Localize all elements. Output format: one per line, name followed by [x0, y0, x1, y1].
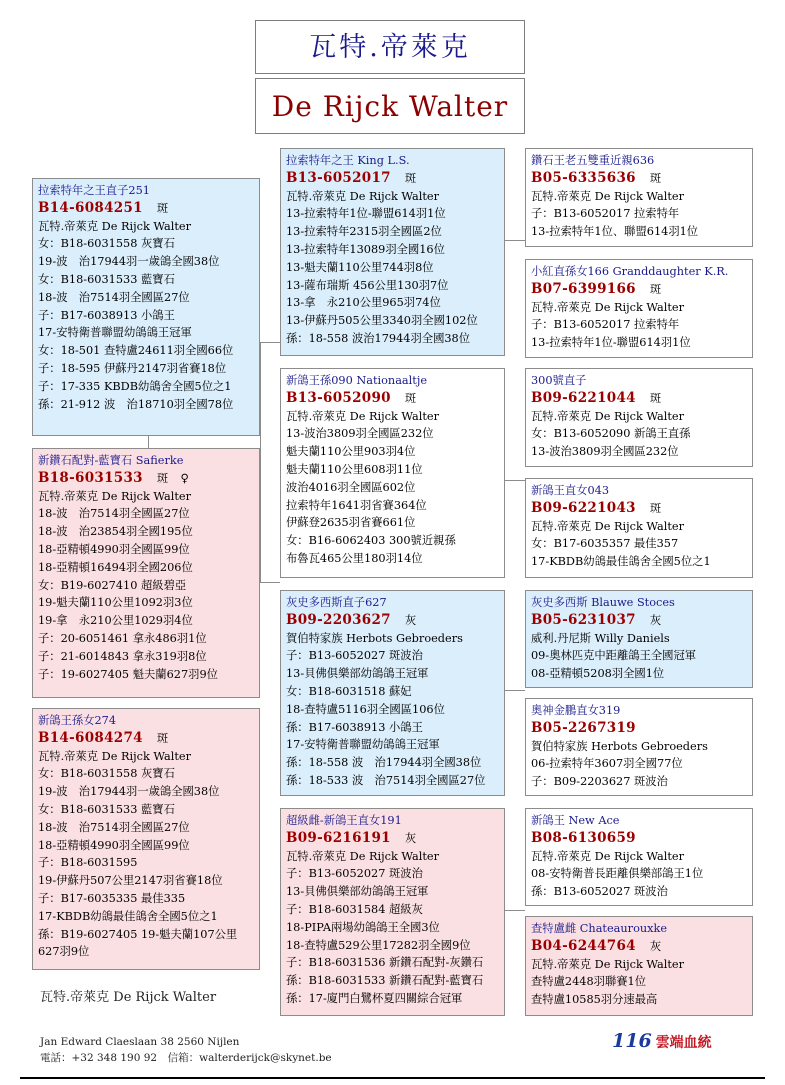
pedigree-line: 瓦特.帝萊克 De Rijck Walter — [531, 957, 684, 971]
sibling-pigeon-card — [32, 448, 260, 698]
pedigree-line: 孫：B19-6027405 19-魁夫蘭107公里627羽9位 — [38, 927, 238, 959]
pedigree-line: 女：B18-6031533 藍寶石 — [38, 802, 175, 816]
pedigree-line: 17-安特衛普聯盟幼鴿鴿王冠軍 — [286, 738, 440, 752]
pedigree-line: 魁夫蘭110公里903羽4位 — [286, 445, 416, 459]
pigeon-name: 新鴿王 New Ace — [531, 814, 620, 827]
pedigree-line: 子：B13-6052027 斑波治 — [286, 867, 423, 881]
ring-number: B09-2203627 灰 — [286, 611, 417, 628]
connector — [505, 480, 525, 481]
connector — [505, 240, 525, 241]
pedigree-line: 賀伯特家族 Herbots Gebroeders — [531, 739, 708, 753]
sibling-pigeon-card — [32, 708, 260, 970]
pedigree-line: 女：B18-6031518 蘇妃 — [286, 684, 412, 698]
pedigree-line: 子：20-6051461 拿永486羽1位 — [38, 631, 207, 645]
pedigree-line: 瓦特.帝萊克 De Rijck Walter — [286, 409, 439, 423]
pedigree-line: 子：B17-6035335 最佳335 — [38, 891, 186, 905]
pedigree-line: 18-查特盧5116羽全國區106位 — [286, 702, 445, 716]
pedigree-line: 13-伊蘇丹505公里3340羽全國102位 — [286, 314, 478, 328]
subject-pigeon-card — [32, 178, 260, 436]
ring-number: B05-6335636 斑 — [531, 169, 662, 186]
pedigree-line: 孫：21-912 波 治18710羽全國78位 — [38, 397, 234, 411]
pedigree-line: 瓦特.帝萊克 De Rijck Walter — [286, 849, 439, 863]
pedigree-line: 女：B18-6031558 灰寶石 — [38, 767, 175, 781]
pedigree-line: 13-拉索特年2315羽全國區2位 — [286, 225, 442, 239]
pedigree-line: 17-KBDB幼鴿最佳鴿舍全國5位之1 — [531, 555, 711, 569]
pedigree-line: 18-亞精頓4990羽全國區99位 — [38, 838, 190, 852]
pedigree-line: 女：18-501 查特盧24611羽全國66位 — [38, 344, 234, 358]
pedigree-line: 波治4016羽全國區602位 — [286, 480, 416, 494]
grandsire-pigeon-card — [525, 808, 753, 906]
pedigree-line: 18-波 治23854羽全國195位 — [38, 525, 193, 539]
ring-number: B09-6221043 斑 — [531, 499, 662, 516]
pedigree-line: 子：17-335 KBDB幼鴿舍全國5位之1 — [38, 379, 232, 393]
pigeon-name: 灰史多西斯 Blauwe Stoces — [531, 596, 675, 609]
pedigree-line: 子：B18-6031595 — [38, 856, 138, 870]
pedigree-line: 查特盧2448羽聯賽1位 — [531, 975, 647, 989]
pigeon-color: 斑 — [649, 282, 662, 296]
pigeon-name: 新鴿王孫女274 — [38, 714, 117, 727]
pedigree-line: 19-波 治17944羽一歲鴿全國38位 — [38, 255, 220, 269]
pedigree-line: 13-貝佛俱樂部幼鴿鴿王冠軍 — [286, 667, 429, 681]
pedigree-line: 18-波 治7514羽全國區27位 — [38, 290, 190, 304]
pedigree-line: 08-安特衛普長距離俱樂部鴿王1位 — [531, 867, 704, 881]
pedigree-line: 13-魁夫蘭110公里744羽8位 — [286, 260, 434, 274]
pedigree-line: 瓦特.帝萊克 De Rijck Walter — [531, 409, 684, 423]
pigeon-color: 灰 — [404, 831, 417, 845]
connector — [260, 342, 261, 582]
pedigree-line: 13-拿 永210公里965羽74位 — [286, 296, 441, 310]
ring-number: B05-6231037 灰 — [531, 611, 662, 628]
pedigree-line: 19-魁夫蘭110公里1092羽3位 — [38, 596, 193, 610]
pedigree-line: 孫：B17-6038913 小鴿王 — [286, 720, 423, 734]
ring-number: B18-6031533 斑 ♀ — [38, 469, 190, 486]
pedigree-line: 子：21-6014843 拿永319羽8位 — [38, 649, 207, 663]
pedigree-line: 17-安特衛普聯盟幼鴿鴿王冠軍 — [38, 326, 192, 340]
pedigree-line: 孫：17-廈門白鷺杯夏四關綜合冠軍 — [286, 991, 463, 1005]
dam-pigeon-card — [280, 368, 505, 578]
pedigree-line: 威利.丹尼斯 Willy Daniels — [531, 631, 670, 645]
pigeon-name: 灰史多西斯直子627 — [286, 596, 387, 609]
grandsire-pigeon-card — [525, 148, 753, 247]
phone-email-line: 電話：+32 348 190 92 信箱：walterderijck@skynet.be — [40, 1052, 332, 1064]
page-title-chinese: 瓦特.帝萊克 — [255, 20, 525, 74]
pedigree-line: 女：B13-6052090 新鴿王直孫 — [531, 427, 691, 441]
pedigree-line: 13-拉索特年1位-聯盟614羽1位 — [286, 207, 446, 221]
pedigree-line: 子：B17-6038913 小鴿王 — [38, 308, 175, 322]
connector — [505, 690, 525, 691]
ring-number: B04-6244764 灰 — [531, 937, 662, 954]
ring-number: B09-6221044 斑 — [531, 389, 662, 406]
pedigree-line: 18-PIPA兩場幼鴿鴿王全國3位 — [286, 920, 440, 934]
pedigree-line: 瓦特.帝萊克 De Rijck Walter — [38, 489, 191, 503]
granddam-pigeon-card — [525, 916, 753, 1016]
pedigree-line: 19-伊蘇丹507公里2147羽省賽18位 — [38, 874, 223, 888]
pedigree-line: 09-奧林匹克中距離鴿王全國冠軍 — [531, 649, 697, 663]
pigeon-color: 斑 — [649, 391, 662, 405]
pigeon-name: 300號直子 — [531, 374, 587, 387]
pedigree-line: 拉索特年1641羽省賽364位 — [286, 498, 427, 512]
pedigree-line: 女：B17-6035357 最佳357 — [531, 537, 679, 551]
breeder-name: 瓦特.帝萊克 De Rijck Walter — [40, 990, 217, 1005]
pigeon-color: 斑 — [649, 171, 662, 185]
pedigree-line: 布魯瓦465公里180羽14位 — [286, 551, 423, 565]
pedigree-line: 女：B18-6031533 藍寶石 — [38, 272, 175, 286]
pigeon-color: 斑 — [156, 471, 169, 485]
pedigree-line: 子：B13-6052017 拉索特年 — [531, 207, 680, 221]
pedigree-line: 13-拉索特年13089羽全國16位 — [286, 242, 445, 256]
granddam-pigeon-card — [525, 478, 753, 578]
pigeon-name: 新鴿王直女043 — [531, 484, 610, 497]
pedigree-line: 13-貝佛俱樂部幼鴿鴿王冠軍 — [286, 885, 429, 899]
pedigree-line: 18-查特盧529公里17282羽全國9位 — [286, 938, 471, 952]
pedigree-line: 13-拉索特年1位-聯盟614羽1位 — [531, 336, 691, 350]
pedigree-line: 魁夫蘭110公里608羽11位 — [286, 462, 423, 476]
pigeon-color: 灰 — [649, 613, 662, 627]
contact-info — [40, 1034, 332, 1066]
mate-pigeon-card — [280, 808, 505, 1016]
pigeon-color: 灰 — [404, 613, 417, 627]
pedigree-line: 女：B19-6027410 超級碧亞 — [38, 578, 187, 592]
connector — [148, 436, 149, 448]
footer-divider — [20, 1077, 765, 1079]
pedigree-line: 瓦特.帝萊克 De Rijck Walter — [531, 849, 684, 863]
pigeon-color: 斑 — [156, 731, 169, 745]
pigeon-color: 斑 — [649, 501, 662, 515]
ring-number: B07-6399166 斑 — [531, 280, 662, 297]
ring-number: B14-6084274 斑 — [38, 729, 169, 746]
pigeon-name: 拉索特年之王 King L.S. — [286, 154, 410, 167]
pedigree-line: 13-拉索特年1位、聯盟614羽1位 — [531, 225, 699, 239]
ring-number: B05-2267319 — [531, 719, 636, 736]
pigeon-name: 拉索特年之王直子251 — [38, 184, 150, 197]
logo-text: 雲端血統 — [655, 1035, 712, 1051]
pedigree-line: 女：B18-6031558 灰寶石 — [38, 237, 175, 251]
pedigree-line: 18-波 治7514羽全國區27位 — [38, 820, 190, 834]
ring-number: B09-6216191 灰 — [286, 829, 417, 846]
pedigree-line: 19-拿 永210公里1029羽4位 — [38, 614, 193, 628]
pigeon-name: 新鴿王孫090 Nationaaltje — [286, 374, 428, 387]
pedigree-line: 19-波 治17944羽一歲鴿全國38位 — [38, 785, 220, 799]
pedigree-line: 孫：18-533 波 治7514羽全國區27位 — [286, 773, 486, 787]
pedigree-line: 18-亞精頓16494羽全國206位 — [38, 560, 193, 574]
pedigree-line: 伊蘇登2635羽省賽661位 — [286, 516, 416, 530]
pigeon-name: 新鑽石配對-藍寶石 Safierke — [38, 454, 184, 467]
pedigree-line: 孫：B18-6031533 新鑽石配對-藍寶石 — [286, 974, 484, 988]
pedigree-line: 子：18-595 伊蘇丹2147羽省賽18位 — [38, 361, 227, 375]
pedigree-line: 13-薩布瑞斯 456公里130羽7位 — [286, 278, 449, 292]
pedigree-line: 賀伯特家族 Herbots Gebroeders — [286, 631, 463, 645]
pedigree-line: 孫：B13-6052027 斑波治 — [531, 885, 668, 899]
sex-symbol: ♀ — [180, 471, 190, 485]
pigeon-name: 鑽石王老五雙重近親636 — [531, 154, 655, 167]
granddam-pigeon-card — [525, 698, 753, 796]
pigeon-name: 查特盧雌 Chateaurouxke — [531, 922, 668, 935]
mate-pigeon-card — [280, 590, 505, 796]
pedigree-line: 女：B16-6062403 300號近親孫 — [286, 534, 456, 548]
pedigree-line: 子：B13-6052017 拉索特年 — [531, 318, 680, 332]
page-title-english: De Rijck Walter — [255, 78, 525, 134]
pedigree-line: 查特盧10585羽分速最高 — [531, 993, 658, 1007]
pedigree-line: 08-亞精頓5208羽全國1位 — [531, 667, 665, 681]
site-logo — [612, 1030, 712, 1052]
pedigree-line: 瓦特.帝萊克 De Rijck Walter — [531, 519, 684, 533]
pedigree-line: 子：B18-6031536 新鑽石配對-灰鑽石 — [286, 956, 484, 970]
pigeon-color: 斑 — [156, 201, 169, 215]
ring-number: B13-6052017 斑 — [286, 169, 417, 186]
pigeon-name: 小紅直孫女166 Granddaughter K.R. — [531, 265, 729, 278]
ring-number: B14-6084251 斑 — [38, 199, 169, 216]
grandsire-pigeon-card — [525, 368, 753, 467]
pedigree-line: 18-波 治7514羽全國區27位 — [38, 507, 190, 521]
granddam-pigeon-card — [525, 259, 753, 358]
pigeon-name: 奧神金鵬直女319 — [531, 704, 621, 717]
pedigree-line: 子：B09-2203627 斑波治 — [531, 775, 668, 789]
pedigree-line: 18-亞精頓4990羽全國區99位 — [38, 542, 190, 556]
ring-number: B08-6130659 — [531, 829, 636, 846]
pedigree-line: 子：B18-6031584 超級灰 — [286, 902, 423, 916]
pedigree-line: 孫：18-558 波 治17944羽全國38位 — [286, 756, 482, 770]
pedigree-line: 瓦特.帝萊克 De Rijck Walter — [38, 749, 191, 763]
pigeon-color: 灰 — [649, 939, 662, 953]
pedigree-line: 06-拉索特年3607羽全國77位 — [531, 757, 683, 771]
pigeon-name: 超級雌-新鴿王直女191 — [286, 814, 402, 827]
connector — [505, 910, 525, 911]
pedigree-line: 瓦特.帝萊克 De Rijck Walter — [38, 219, 191, 233]
logo-number: 116 — [612, 1030, 652, 1052]
pigeon-color: 斑 — [404, 391, 417, 405]
connector — [260, 582, 280, 583]
grandsire-pigeon-card — [525, 590, 753, 688]
ring-number: B13-6052090 斑 — [286, 389, 417, 406]
pedigree-line: 瓦特.帝萊克 De Rijck Walter — [531, 300, 684, 314]
pedigree-line: 孫：18-558 波治17944羽全國38位 — [286, 331, 471, 345]
pedigree-line: 13-波治3809羽全國區232位 — [286, 427, 434, 441]
sire-pigeon-card — [280, 148, 505, 356]
address-line: Jan Edward Claeslaan 38 2560 Nijlen — [40, 1036, 240, 1048]
pedigree-line: 子：19-6027405 魁夫蘭627羽9位 — [38, 667, 218, 681]
pedigree-line: 瓦特.帝萊克 De Rijck Walter — [286, 189, 439, 203]
pedigree-line: 子：B13-6052027 斑波治 — [286, 649, 423, 663]
pedigree-line: 瓦特.帝萊克 De Rijck Walter — [531, 189, 684, 203]
connector — [260, 342, 280, 343]
pedigree-line: 17-KBDB幼鴿最佳鴿舍全國5位之1 — [38, 909, 218, 923]
pigeon-color: 斑 — [404, 171, 417, 185]
pedigree-line: 13-波治3809羽全國區232位 — [531, 445, 679, 459]
